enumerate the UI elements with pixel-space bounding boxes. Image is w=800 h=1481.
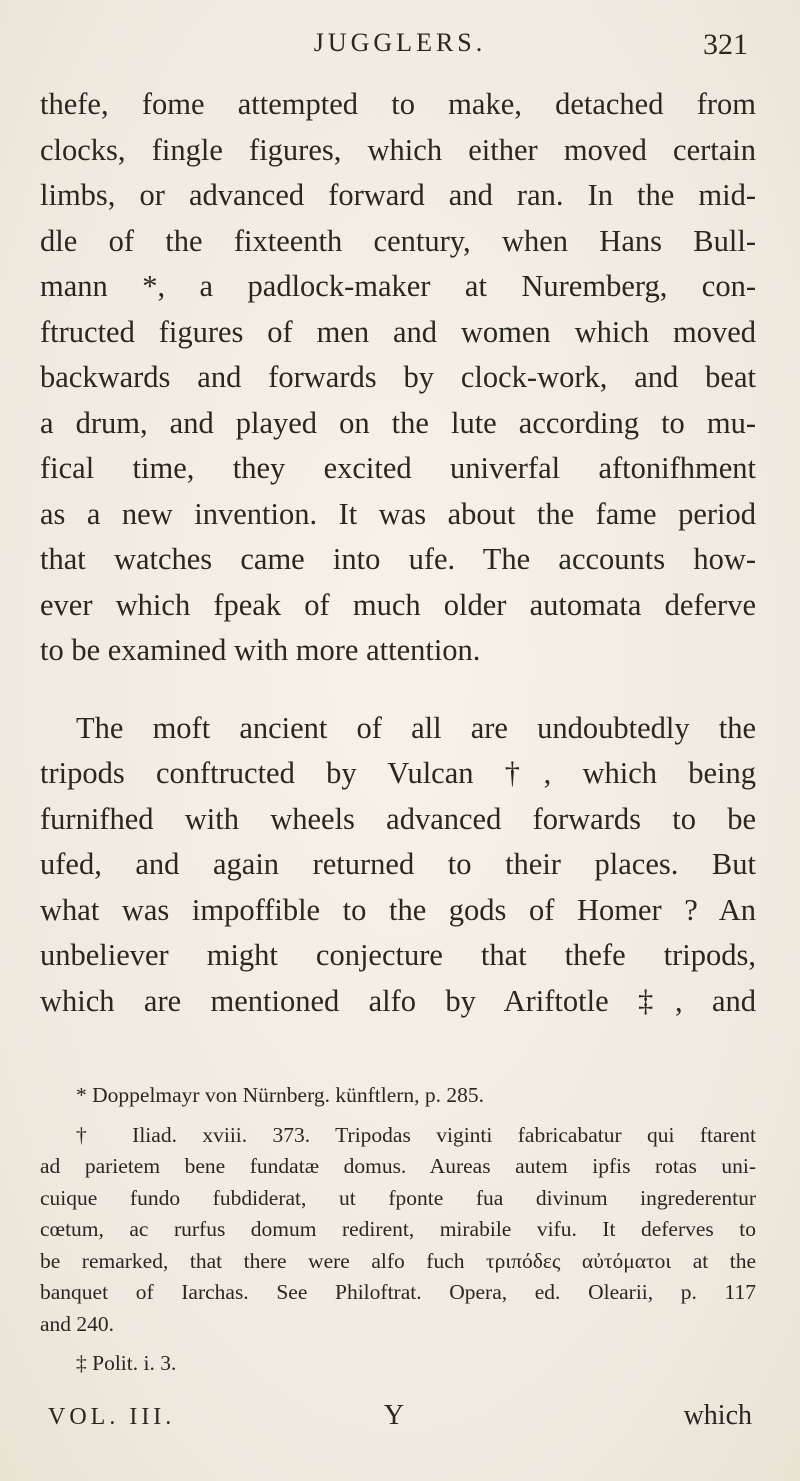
footnote-gap bbox=[40, 1112, 756, 1120]
paragraph-gap bbox=[40, 674, 756, 706]
footnote-line: † Iliad. xviii. 373. Tripodas viginti fabricabatur qui ftarent bbox=[76, 1122, 756, 1147]
text-line: ufed, and again returned to their places. But bbox=[40, 847, 756, 881]
footnote-line: ‡ Polit. i. 3. bbox=[76, 1351, 177, 1375]
text-line: The moft ancient of all are undoubtedly the bbox=[76, 710, 756, 745]
footnote-line: and 240. bbox=[40, 1311, 115, 1336]
footnote-line: banquet of Iarchas. See Philoftrat. Opera, ed. Olearii, p. 117 bbox=[40, 1280, 756, 1304]
volume-label: VOL. III. bbox=[48, 1404, 176, 1430]
page-header bbox=[40, 28, 760, 68]
text-line: tripods conftructed by Vulcan †, which being bbox=[40, 756, 756, 790]
paragraph-2 bbox=[40, 706, 756, 1025]
footnote-line: * Doppelmayr von Nürnberg. künftlern, p. 285. bbox=[76, 1083, 485, 1107]
text-line: furnifhed with wheels advanced forwards to be bbox=[40, 801, 756, 836]
paragraph-1 bbox=[40, 82, 756, 674]
text-line: clocks, fingle figures, which either moved certain bbox=[40, 132, 756, 167]
signature-mark: Y bbox=[383, 1400, 405, 1431]
text-line: thefe, fome attempted to make, detached from bbox=[40, 87, 756, 121]
footnote-line: cuique fundo fubdiderat, ut fponte fua divinum ingrederentur bbox=[40, 1185, 756, 1210]
text-line: unbeliever might conjecture that thefe tripods, bbox=[40, 938, 756, 972]
footnote-3 bbox=[40, 1348, 756, 1380]
text-line: that watches came into ufe. The accounts how- bbox=[40, 542, 756, 576]
text-line: dle of the fixteenth century, when Hans Bull- bbox=[40, 223, 756, 258]
footnote-2 bbox=[40, 1120, 756, 1341]
footnote-gap bbox=[40, 1340, 756, 1348]
text-line: mann *, a padlock-maker at Nuremberg, con- bbox=[40, 269, 756, 303]
main-text bbox=[40, 82, 756, 1024]
text-line: fical time, they excited univerfal aftonifhment bbox=[40, 451, 756, 485]
text-line: ftructed figures of men and women which moved bbox=[40, 314, 756, 349]
footnote-line: be remarked, that there were alfo fuch τριπόδες αὐτόματοι at the bbox=[40, 1248, 756, 1273]
text-line: backwards and forwards by clock-work, and beat bbox=[40, 360, 756, 394]
text-line: a drum, and played on the lute according to mu- bbox=[40, 405, 756, 440]
footnote-line: ad parietem bene fundatæ domus. Aureas autem ipfis rotas uni- bbox=[40, 1154, 756, 1178]
page-number: 321 bbox=[703, 28, 748, 61]
running-title: JUGGLERS. bbox=[313, 28, 487, 57]
page-footer bbox=[48, 1400, 752, 1440]
catchword: which bbox=[683, 1400, 752, 1431]
footnote-1 bbox=[40, 1080, 756, 1112]
footnotes bbox=[40, 1080, 756, 1380]
text-line: to be examined with more attention. bbox=[40, 633, 481, 667]
text-line: which are mentioned alfo by Ariftotle ‡, and bbox=[40, 983, 756, 1018]
text-line: what was impoffible to the gods of Homer ? An bbox=[40, 892, 756, 927]
text-line: ever which fpeak of much older automata deferve bbox=[40, 587, 756, 622]
text-line: limbs, or advanced forward and ran. In the mid- bbox=[40, 178, 756, 212]
text-line: as a new invention. It was about the fame period bbox=[40, 496, 756, 531]
footnote-line: cœtum, ac rurfus domum redirent, mirabile vifu. It deferves to bbox=[40, 1217, 756, 1241]
